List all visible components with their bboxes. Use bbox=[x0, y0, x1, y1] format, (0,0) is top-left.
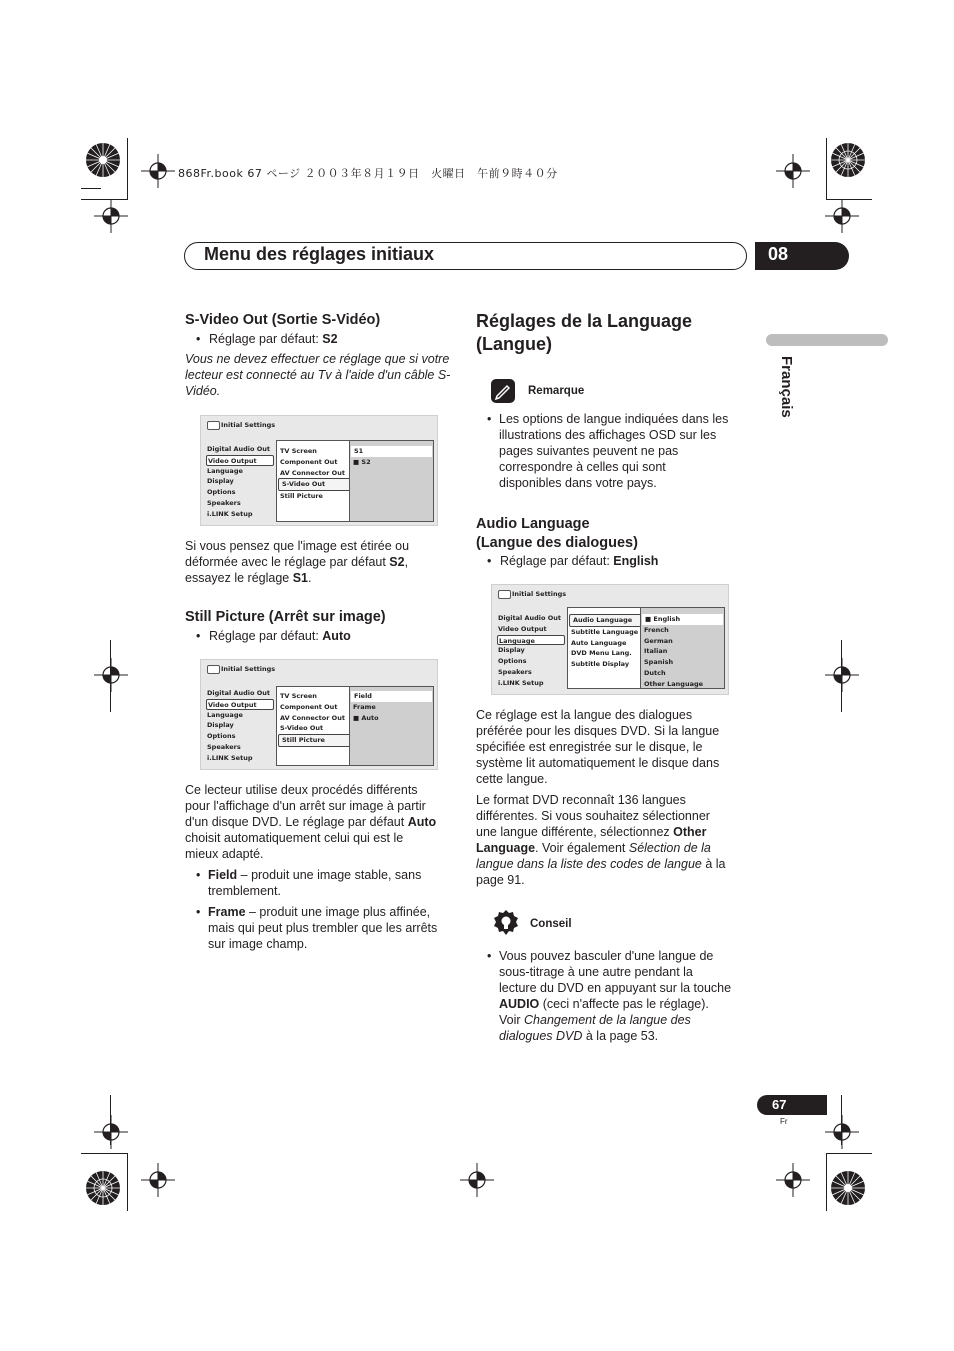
chapter-title: Menu des réglages initiaux bbox=[204, 244, 435, 264]
svideo-heading: S-Video Out (Sortie S-Vidéo) bbox=[185, 312, 381, 328]
osd-sub-menu: Audio Language Subtitle Language Auto Language DVD Menu Lang. Subtitle Display bbox=[567, 607, 644, 689]
registration-mark-icon bbox=[460, 1163, 494, 1197]
language-tab-label: Français bbox=[778, 356, 795, 418]
registration-mark-icon bbox=[776, 1163, 810, 1197]
osd-options: ■ English French German Italian Spanish Dutch Other Language bbox=[640, 607, 725, 689]
audio-language-default: • Réglage par défaut: English bbox=[487, 554, 659, 568]
osd-screenshot-still-picture bbox=[200, 659, 438, 770]
tip-label: Conseil bbox=[530, 918, 572, 930]
chapter-number: 08 bbox=[755, 242, 849, 270]
page-language-code: Fr bbox=[780, 1117, 788, 1126]
page-number: 67 bbox=[757, 1095, 827, 1115]
book-slug-line: 868Fr.book 67 ページ ２００３年８月１９日 火曜日 午前９時４０分 bbox=[178, 167, 558, 180]
registration-mark-icon bbox=[94, 199, 128, 233]
registration-mark-icon bbox=[94, 658, 128, 692]
still-picture-explanation: Ce lecteur utilise deux procédés différents pour l'affichage d'un arrêt sur image à partir d'un disque DVD. Le réglage par défaut Auto choisit automatiquement celui qui est le mieux adapté. bbox=[185, 783, 437, 861]
settings-icon bbox=[207, 665, 220, 674]
note-pencil-icon bbox=[491, 379, 515, 403]
osd-main-menu: Digital Audio Out Video Output Language Display Options Speakers i.LINK Setup bbox=[206, 688, 274, 764]
registration-mark-icon bbox=[825, 658, 859, 692]
osd-options: S1 ■ S2 bbox=[349, 440, 434, 522]
remark-text: • Les options de langue indiquées dans les illustrations des affichages OSD sur les pages suivantes peuvent ne pas correspondre à celles qui sont disponibles dans votre pays. bbox=[487, 412, 729, 490]
color-wheel-icon bbox=[830, 142, 866, 178]
field-bullet: • Field – produit une image stable, sans tremblement. bbox=[196, 868, 422, 898]
registration-mark-icon bbox=[141, 154, 175, 188]
tip-text: • Vous pouvez basculer d'une langue de sous-titrage à une autre pendant la lecture du DVD en appuyant sur la touche AUDIO (ceci n'affecte pas le réglage). Voir Changement de la langue des dialogues DVD à la page 53. bbox=[487, 949, 732, 1043]
language-count-explanation: Le format DVD reconnaît 136 langues différentes. Si vous souhaitez sélectionner une langue différente, sélectionnez Other Language. Voir également Sélection de la langue dans la liste des codes de langue à la page 91. bbox=[476, 793, 726, 887]
still-picture-heading: Still Picture (Arrêt sur image) bbox=[185, 609, 386, 625]
still-picture-default: • Réglage par défaut: Auto bbox=[196, 629, 351, 643]
frame-bullet: • Frame – produit une image plus affinée, mais qui peut plus trembler que les arrêts sur image champ. bbox=[196, 905, 438, 951]
osd-main-menu: Digital Audio Out Video Output Language Display Options Speakers i.LINK Setup bbox=[206, 444, 274, 520]
osd-title: Initial Settings bbox=[221, 665, 276, 673]
osd-screenshot-svideo bbox=[200, 415, 438, 526]
osd-main-menu: Digital Audio Out Video Output Language Display Options Speakers i.LINK Setup bbox=[497, 613, 565, 689]
registration-mark-icon bbox=[141, 1163, 175, 1197]
osd-options: Field Frame ■ Auto bbox=[349, 686, 434, 766]
osd-title: Initial Settings bbox=[512, 590, 567, 598]
language-tab-bar bbox=[766, 334, 888, 346]
osd-sub-menu: TV Screen Component Out AV Connector Out S-Video Out Still Picture bbox=[276, 440, 353, 522]
svideo-explanation: Si vous pensez que l'image est étirée ou déformée avec le réglage par défaut S2, essayez le réglage S1. bbox=[185, 539, 410, 585]
registration-mark-icon bbox=[94, 1115, 128, 1149]
color-wheel-icon bbox=[85, 142, 121, 178]
svideo-default: • Réglage par défaut: S2 bbox=[196, 332, 338, 346]
settings-icon bbox=[498, 590, 511, 599]
settings-icon bbox=[207, 421, 220, 430]
tip-lightbulb-icon bbox=[492, 909, 520, 937]
osd-sub-menu: TV Screen Component Out AV Connector Out S-Video Out Still Picture bbox=[276, 686, 353, 766]
osd-title: Initial Settings bbox=[221, 421, 276, 429]
color-wheel-icon bbox=[85, 1170, 121, 1206]
audio-language-explanation: Ce réglage est la langue des dialogues préférée pour les disques DVD. Si la langue spécifiée est enregistrée sur le disque, le système lit automatiquement le disque dans cette langue. bbox=[476, 708, 720, 786]
language-section-heading: Réglages de la Language (Langue) bbox=[476, 311, 693, 354]
registration-mark-icon bbox=[825, 199, 859, 233]
registration-mark-icon bbox=[825, 1115, 859, 1149]
color-wheel-icon bbox=[830, 1170, 866, 1206]
audio-language-heading: Audio Language (Langue des dialogues) bbox=[476, 516, 638, 551]
registration-mark-icon bbox=[776, 154, 810, 188]
svideo-note: Vous ne devez effectuer ce réglage que si votre lecteur est connecté au Tv à l'aide d'un câble S- Vidéo. bbox=[185, 352, 451, 398]
osd-screenshot-audio-language bbox=[491, 584, 729, 695]
remark-label: Remarque bbox=[528, 385, 585, 397]
